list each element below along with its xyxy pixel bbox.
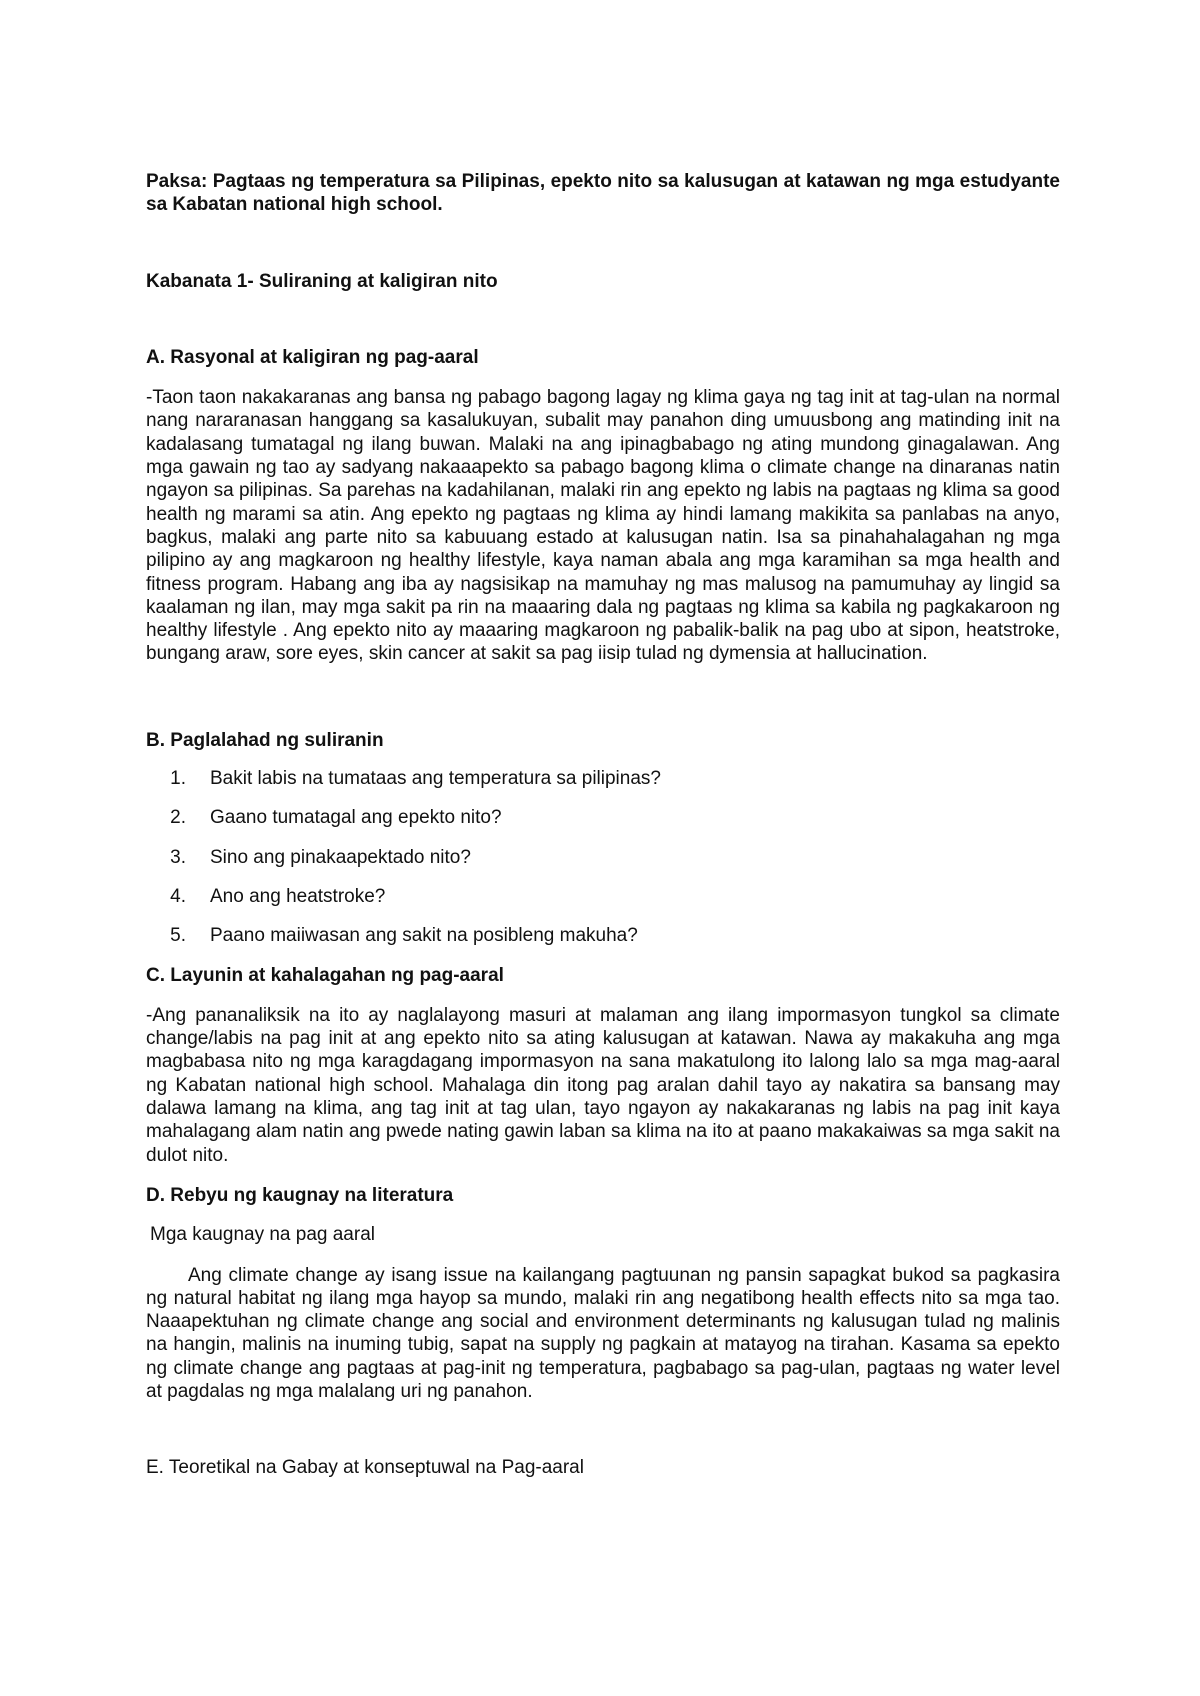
list-item-number: 1. [170,768,186,790]
section-c-heading: C. Layunin at kahalagahan ng pag-aaral [146,964,504,986]
chapter-heading: Kabanata 1- Suliraning at kaligiran nito [146,270,498,292]
document-page [146,170,1060,1480]
section-a-paragraph: -Taon taon nakakaranas ang bansa ng pabago bagong lagay ng klima gaya ng tag init at tag-ulan na normal nang nararanasan hanggang sa kasalukuyan, subalit may panahon ding umuusbong ang matinding init na kadalasang tumatagal ng ilang buwan. Malaki na ang ipinagbabago ng ating mundong ginagalawan. Ang mga gawain ng tao ay sadyang nakaaapekto sa pabago bagong klima o climate change na dinaranas natin ngayon sa pilipinas. Sa parehas na kadahilanan, malaki rin ang epekto ng labis na pagtaas ng klima sa good health ng marami sa atin. Ang epekto ng pagtaas ng klima ay hindi lamang makikita sa panlabas na anyo, bagkus, malaki ang parte nito sa kabuuang estado at kalusugan natin. Isa sa pinahahalagahan ng mga pilipino ay ang magkaroon ng healthy lifestyle, kaya naman abala ang mga karamihan sa mga health and fitness program. Habang ang iba ay nagsisikap na mamuhay ng mas malusog na pamumuhay ay lingid sa kaalaman ng ilan, may mga sakit pa rin na maaaring dala ng pagtaas ng klima sa kabila ng pagkakaroon ng healthy lifestyle . Ang epekto nito ay maaaring magkaroon ng pabalik-balik na pag ubo at sipon, heatstroke, bungang araw, sore eyes, skin cancer at sakit sa pag iisip tulad ng dymensia at hallucination. [146,387,1060,665]
list-item [146,924,1060,947]
list-item-number: 3. [170,846,186,868]
section-d-paragraph: Ang climate change ay isang issue na kailangang pagtuunan ng pansin sapagkat bukod sa pagkasira ng natural habitat ng ilang mga hayop sa mundo, malaki rin ang negatibong health effects nito sa mga tao. Naaapektuhan ng climate change ang social and environment determinants ng kalusugan tulad ng malinis na hangin, malinis na inuming tubig, sapat na supply ng pagkain at matayog na tirahan. Kasama sa epekto ng climate change ang pagtaas at pag-init ng temperatura, pagbabago sa pag-ulan, pagtaas ng water level at pagdalas ng mga malalang uri ng panahon. [146,1264,1060,1402]
section-a-heading: A. Rasyonal at kaligiran ng pag-aaral [146,346,479,368]
list-item-text: Bakit labis na tumataas ang temperatura sa pilipinas? [210,768,661,790]
list-item [146,885,1060,908]
list-item-text: Gaano tumatagal ang epekto nito? [210,807,502,829]
question-list [146,767,1060,947]
list-item-text: Paano maiiwasan ang sakit na posibleng makuha? [210,925,638,947]
list-item-text: Sino ang pinakaapektado nito? [210,846,471,868]
list-item-text: Ano ang heatstroke? [210,885,386,907]
list-item [146,806,1060,829]
document-title: Paksa: Pagtaas ng temperatura sa Pilipinas, epekto nito sa kalusugan at katawan ng mga estudyante sa Kabatan national high school. [146,171,1060,216]
section-e-heading: E. Teoretikal na Gabay at konseptuwal na Pag-aaral [146,1457,584,1479]
list-item-number: 5. [170,925,186,947]
list-item-number: 4. [170,885,186,907]
list-item [146,767,1060,790]
section-d-subheading: Mga kaugnay na pag aaral [150,1224,375,1246]
section-d-heading: D. Rebyu ng kaugnay na literatura [146,1184,454,1206]
list-item-number: 2. [170,807,186,829]
list-item [146,846,1060,869]
section-b-heading: B. Paglalahad ng suliranin [146,729,384,751]
section-c-paragraph: -Ang pananaliksik na ito ay naglalayong masuri at malaman ang ilang impormasyon tungkol sa climate change/labis na pag init at ang epekto nito sa ating kalusugan at katawan. Nawa ay makakuha ang mga magbabasa nito ng mga karagdagang impormasyon na sana makatulong ito lalong lalo sa mga mag-aaral ng Kabatan national high school. Mahalaga din itong pag aralan dahil tayo ay nakatira sa bansang may dalawa lamang na klima, ang tag init at tag ulan, tayo ngayon ay nakakaranas ng labis na pag init kaya mahalagang alam natin ang pwede nating gawin laban sa klima na ito at paano makakaiwas sa mga sakit na dulot nito. [146,1004,1060,1166]
